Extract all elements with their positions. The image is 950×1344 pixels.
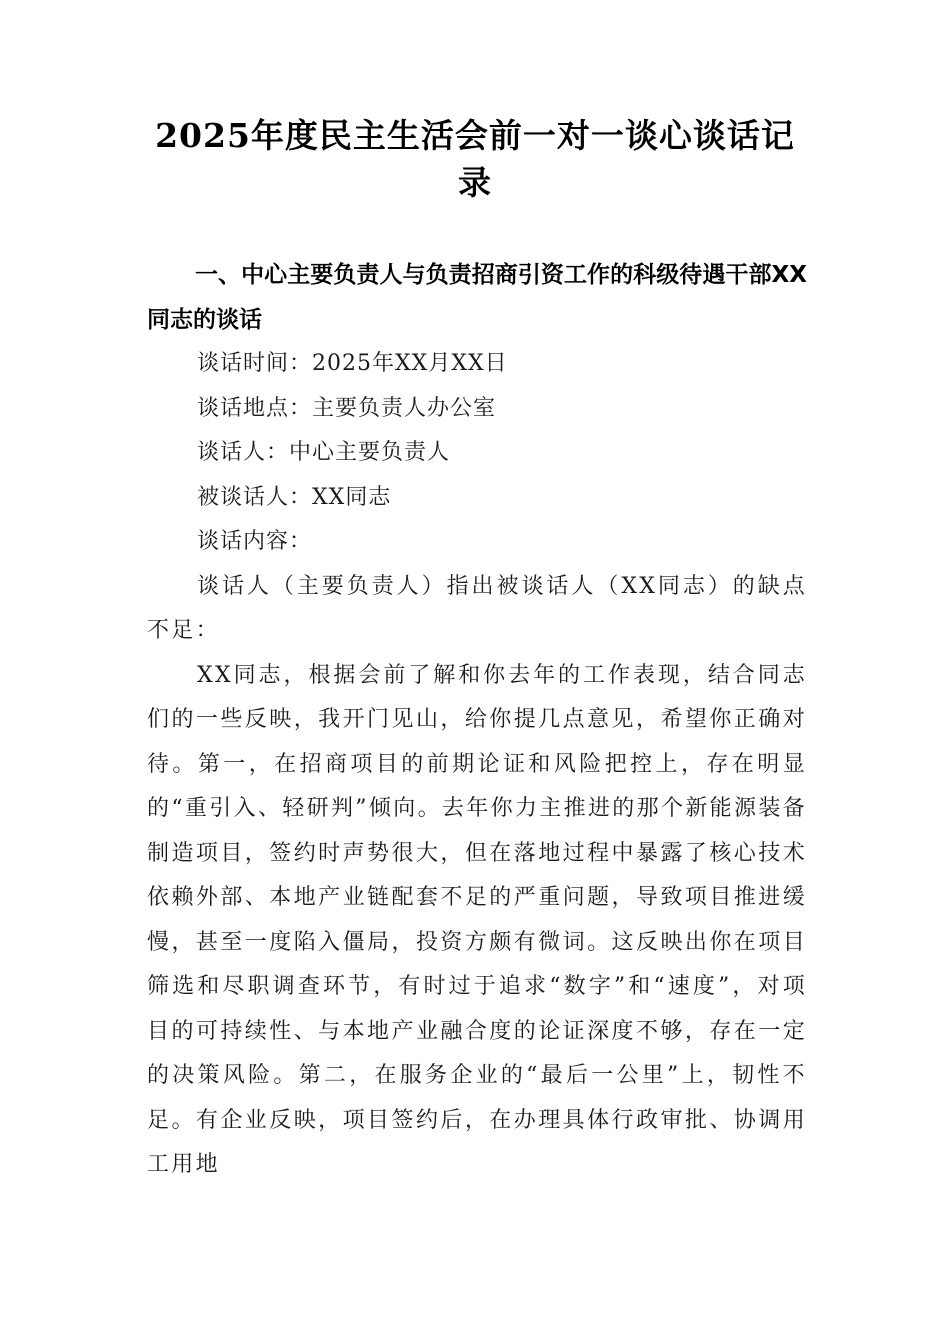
paragraph-feedback: XX同志，根据会前了解和你去年的工作表现，结合同志们的一些反映，我开门见山，给你提几点意见，希望你正确对待。第一，在招商项目的前期论证和风险把控上，存在明显的“重引入、轻研判”倾向。去年你力主推进的那个新能源装备制造项目，签约时声势很大，但在落地过程中暴露了核心技术依赖外部、本地产业链配套不足的严重问题，导致项目推进缓慢，甚至一度陷入僵局，投资方颇有微词。这反映出你在项目筛选和尽职调查环节，有时过于追求“数字”和“速度”，对项目的可持续性、与本地产业融合度的论证深度不够，存在一定的决策风险。第二，在服务企业的“最后一公里”上，韧性不足。有企业反映，项目签约后，在办理具体行政审批、协调用工用地 <box>147 662 807 1177</box>
meta-talk-location: 谈话地点：主要负责人办公室 <box>197 395 497 421</box>
meta-interviewee: 被谈话人：XX同志 <box>197 484 392 510</box>
meta-talk-time: 谈话时间：2025年XX月XX日 <box>197 351 508 376</box>
section-heading: 一、中心主要负责人与负责招商引资工作的科级待遇干部XX同志的谈话 <box>147 262 807 333</box>
paragraph-shortcomings-intro: 谈话人（主要负责人）指出被谈话人（XX同志）的缺点不足： <box>147 573 807 643</box>
document-title: 2025年度民主生活会前一对一谈心谈话记录 <box>155 116 795 202</box>
document-body <box>147 253 807 1188</box>
meta-talk-content: 谈话内容： <box>197 529 313 554</box>
meta-talker: 谈话人：中心主要负责人 <box>197 440 451 465</box>
